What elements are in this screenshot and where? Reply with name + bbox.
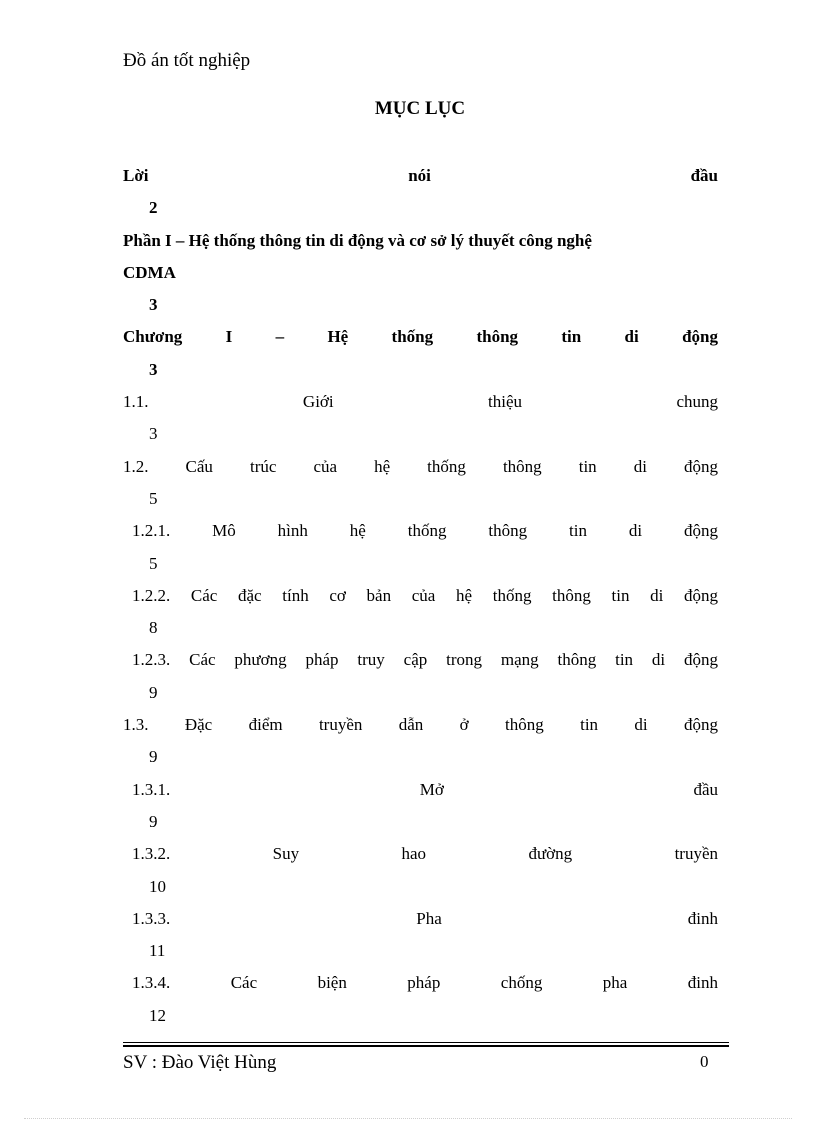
toc-entry-label: Chương I – Hệ thống thông tin di động: [123, 327, 718, 347]
toc-entry: [123, 160, 718, 225]
toc-entry-page-number: 5: [149, 488, 158, 508]
toc-entry: [123, 644, 718, 709]
toc-entry-label-continued: CDMA: [123, 262, 176, 282]
footer-divider-thick: [123, 1045, 729, 1047]
page-edge: [24, 1118, 792, 1119]
toc-entry: [123, 774, 718, 839]
toc-entry: [123, 515, 718, 580]
toc-entry-page-number: 11: [149, 941, 166, 961]
toc-entry-page-number: 8: [149, 618, 158, 638]
toc-entry-label: Lời nói đầu: [123, 166, 718, 185]
toc-entry-page-number: 12: [149, 1005, 166, 1025]
toc-entry-label: 1.2.1. Mô hình hệ thống thông tin di động: [132, 521, 718, 541]
toc-entry-label: 1.3.4. Các biện pháp chống pha đinh: [132, 973, 718, 993]
toc-entry-label: 1.3.3. Pha đinh: [132, 908, 718, 928]
toc-entry-label: 1.3.2. Suy hao đường truyền: [132, 844, 718, 864]
footer-author: SV : Đào Việt Hùng: [123, 1052, 277, 1073]
toc-entry: [123, 580, 718, 645]
page-title: MỤC LỤC: [374, 98, 466, 119]
toc-entry-label: 1.3. Đặc điểm truyền dẫn ở thông tin di động: [123, 715, 718, 735]
toc-entry-label: 1.1. Giới thiệu chung: [123, 392, 718, 412]
toc-entry-label: 1.3.1. Mở đầu: [132, 779, 718, 799]
toc-entry-page-number: 9: [149, 682, 158, 702]
toc-entry: [123, 903, 718, 968]
toc-entry-page-number: 3: [149, 359, 158, 379]
footer-page-number: 0: [700, 1052, 709, 1071]
toc-entry-label: Phần I – Hệ thống thông tin di động và cơ sở lý thuyết công nghệ: [123, 230, 592, 250]
toc-entry: [123, 451, 718, 516]
toc-entry-label: 1.2.2. Các đặc tính cơ bản của hệ thống thông tin di động: [132, 585, 718, 605]
toc-entry: [123, 967, 718, 1032]
toc-entry: [123, 225, 718, 322]
toc-entry-page-number: 10: [149, 876, 166, 896]
toc-entry: [123, 709, 718, 774]
toc-entry: [123, 321, 718, 386]
footer-divider: [123, 1042, 729, 1043]
toc-entry-page-number: 5: [149, 553, 158, 573]
toc-entry-page-number: 2: [149, 198, 158, 218]
toc-entry-label: 1.2. Cấu trúc của hệ thống thông tin di động: [123, 456, 718, 476]
toc-entry-label: 1.2.3. Các phương pháp truy cập trong mạng thông tin di động: [132, 650, 718, 670]
toc-entry-page-number: 3: [149, 424, 158, 444]
toc-entry: [123, 386, 718, 451]
toc-entry: [123, 838, 718, 903]
document-header: Đồ án tốt nghiệp: [123, 50, 251, 71]
toc-entry-page-number: 9: [149, 811, 158, 831]
toc-entry-page-number: 3: [149, 295, 158, 315]
toc-entry-page-number: 9: [149, 747, 158, 767]
table-of-contents: [123, 160, 718, 1032]
